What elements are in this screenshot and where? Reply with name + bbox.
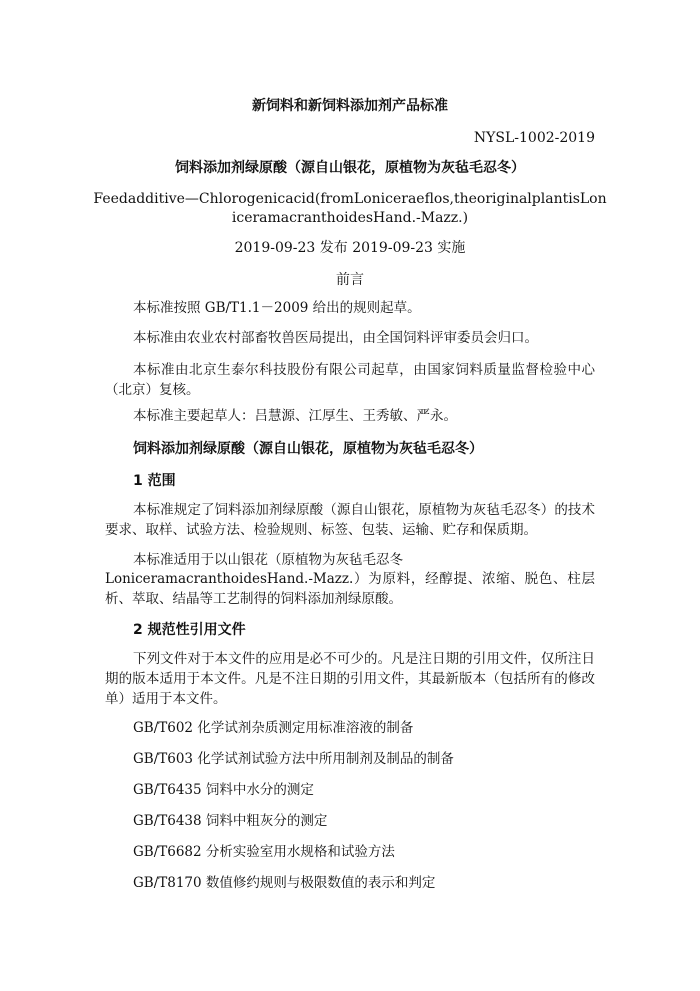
- reference-item: GB/T6682 分析实验室用水规格和试验方法: [133, 844, 395, 860]
- scope-paragraph-2-line-1: 本标准适用于以山银花（原植物为灰毡毛忍冬: [133, 552, 403, 568]
- section-heading-references: 2 规范性引用文件: [133, 622, 246, 638]
- preface-paragraph: 本标准由农业农村部畜牧兽医局提出，由全国饲料评审委员会归口。: [133, 330, 538, 346]
- reference-item: GB/T602 化学试剂杂质测定用标准溶液的制备: [133, 720, 414, 736]
- standard-code: NYSL-1002-2019: [473, 130, 595, 146]
- reference-item: GB/T8170 数值修约规则与极限数值的表示和判定: [133, 875, 436, 891]
- standard-body-title: 饲料添加剂绿原酸（源自山银花，原植物为灰毡毛忍冬）: [133, 441, 483, 457]
- reference-item: GB/T603 化学试剂试验方法中所用制剂及制品的制备: [133, 751, 454, 767]
- preface-paragraph: 本标准按照 GB/T1.1－2009 给出的规则起草。: [133, 300, 421, 316]
- references-intro-paragraph: 下列文件对于本文件的应用是必不可少的。凡是注日期的引用文件，仅所注日期的版本适用于本文件。凡是不注日期的引用文件，其最新版本（包括所有的修改单）适用于本文件。: [105, 651, 595, 707]
- preface-paragraph: 本标准由北京生泰尔科技股份有限公司起草，由国家饲料质量监督检验中心（北京）复核。: [105, 362, 595, 398]
- preface-paragraph: 本标准主要起草人：吕慧源、江厚生、王秀敏、严永。: [133, 408, 457, 424]
- preface-heading: 前言: [336, 272, 364, 288]
- reference-item: GB/T6438 饲料中粗灰分的测定: [133, 813, 328, 829]
- english-title-line-2: iceramacranthoidesHand.-Mazz.): [231, 210, 469, 226]
- scope-paragraph-2-rest: LoniceramacranthoidesHand.-Mazz.）为原料，经醇提、浓缩、脱色、柱层析、萃取、结晶等工艺制得的饲料添加剂绿原酸。: [105, 571, 595, 607]
- section-heading-scope: 1 范围: [133, 473, 176, 489]
- publish-dates: 2019-09-23 发布 2019-09-23 实施: [234, 240, 466, 256]
- standard-subtitle: 饲料添加剂绿原酸（源自山银花，原植物为灰毡毛忍冬）: [175, 160, 525, 176]
- english-title-line-1: Feedadditive—Chlorogenicacid(fromLoniceraeflos,theoriginalplantisLon: [93, 191, 607, 207]
- reference-item: GB/T6435 饲料中水分的测定: [133, 782, 314, 798]
- scope-paragraph: 本标准规定了饲料添加剂绿原酸（源自山银花，原植物为灰毡毛忍冬）的技术要求、取样、试验方法、检验规则、标签、包装、运输、贮存和保质期。: [105, 502, 595, 538]
- standard-collection-title: 新饲料和新饲料添加剂产品标准: [252, 98, 448, 114]
